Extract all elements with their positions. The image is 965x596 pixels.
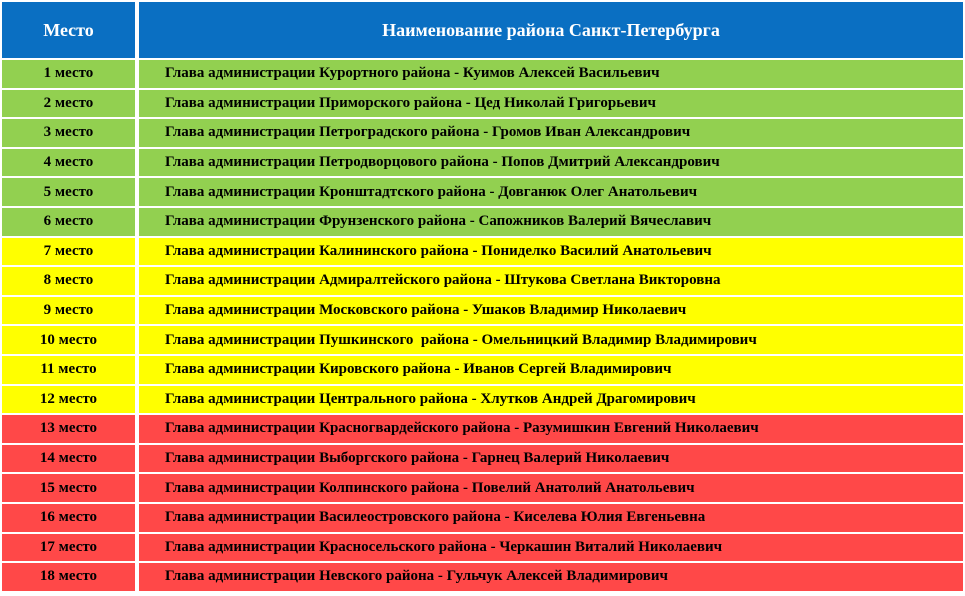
place-cell: 7 место xyxy=(2,238,135,266)
table-row xyxy=(2,60,963,88)
table-header-row xyxy=(2,2,963,58)
district-head-cell: Глава администрации Колпинского района - Повелий Анатолий Анатольевич xyxy=(139,474,963,502)
header-place: Место xyxy=(2,2,135,58)
place-cell: 6 место xyxy=(2,208,135,236)
place-cell: 9 место xyxy=(2,297,135,325)
place-cell: 3 место xyxy=(2,119,135,147)
district-head-cell: Глава администрации Выборгского района - Гарнец Валерий Николаевич xyxy=(139,445,963,473)
district-head-cell: Глава администрации Адмиралтейского района - Штукова Светлана Викторовна xyxy=(139,267,963,295)
place-cell: 11 место xyxy=(2,356,135,384)
place-cell: 14 место xyxy=(2,445,135,473)
district-head-cell: Глава администрации Красногвардейского района - Разумишкин Евгений Николаевич xyxy=(139,415,963,443)
place-cell: 18 место xyxy=(2,563,135,591)
table-row xyxy=(2,415,963,443)
table-row xyxy=(2,386,963,414)
district-head-cell: Глава администрации Пушкинского района - Омельницкий Владимир Владимирович xyxy=(139,326,963,354)
place-cell: 16 место xyxy=(2,504,135,532)
header-district-name: Наименование района Санкт-Петербурга xyxy=(139,2,963,58)
table-row xyxy=(2,178,963,206)
district-head-cell: Глава администрации Калининского района - Пониделко Василий Анатольевич xyxy=(139,238,963,266)
table-row xyxy=(2,90,963,118)
table-row xyxy=(2,267,963,295)
district-head-cell: Глава администрации Василеостровского района - Киселева Юлия Евгеньевна xyxy=(139,504,963,532)
district-head-cell: Глава администрации Петроградского района - Громов Иван Александрович xyxy=(139,119,963,147)
table-row xyxy=(2,504,963,532)
district-head-cell: Глава администрации Фрунзенского района - Сапожников Валерий Вячеславич xyxy=(139,208,963,236)
table-row xyxy=(2,534,963,562)
district-head-cell: Глава администрации Центрального района - Хлутков Андрей Драгомирович xyxy=(139,386,963,414)
table-row xyxy=(2,563,963,591)
place-cell: 4 место xyxy=(2,149,135,177)
table-row xyxy=(2,208,963,236)
place-cell: 13 место xyxy=(2,415,135,443)
place-cell: 12 место xyxy=(2,386,135,414)
district-head-cell: Глава администрации Приморского района - Цед Николай Григорьевич xyxy=(139,90,963,118)
table-row xyxy=(2,297,963,325)
district-head-cell: Глава администрации Красносельского района - Черкашин Виталий Николаевич xyxy=(139,534,963,562)
table-row xyxy=(2,119,963,147)
place-cell: 2 место xyxy=(2,90,135,118)
table-row xyxy=(2,356,963,384)
district-head-cell: Глава администрации Невского района - Гульчук Алексей Владимирович xyxy=(139,563,963,591)
district-head-cell: Глава администрации Кировского района - Иванов Сергей Владимирович xyxy=(139,356,963,384)
place-cell: 8 место xyxy=(2,267,135,295)
district-head-cell: Глава администрации Петродворцового района - Попов Дмитрий Александрович xyxy=(139,149,963,177)
table-row xyxy=(2,238,963,266)
place-cell: 10 место xyxy=(2,326,135,354)
district-head-cell: Глава администрации Кронштадтского района - Довганюк Олег Анатольевич xyxy=(139,178,963,206)
place-cell: 5 место xyxy=(2,178,135,206)
table-row xyxy=(2,474,963,502)
ranking-table xyxy=(2,2,963,593)
table-body xyxy=(2,60,963,591)
district-head-cell: Глава администрации Московского района - Ушаков Владимир Николаевич xyxy=(139,297,963,325)
table-row xyxy=(2,445,963,473)
place-cell: 17 место xyxy=(2,534,135,562)
district-head-cell: Глава администрации Курортного района - Куимов Алексей Васильевич xyxy=(139,60,963,88)
place-cell: 1 место xyxy=(2,60,135,88)
place-cell: 15 место xyxy=(2,474,135,502)
table-row xyxy=(2,326,963,354)
table-row xyxy=(2,149,963,177)
